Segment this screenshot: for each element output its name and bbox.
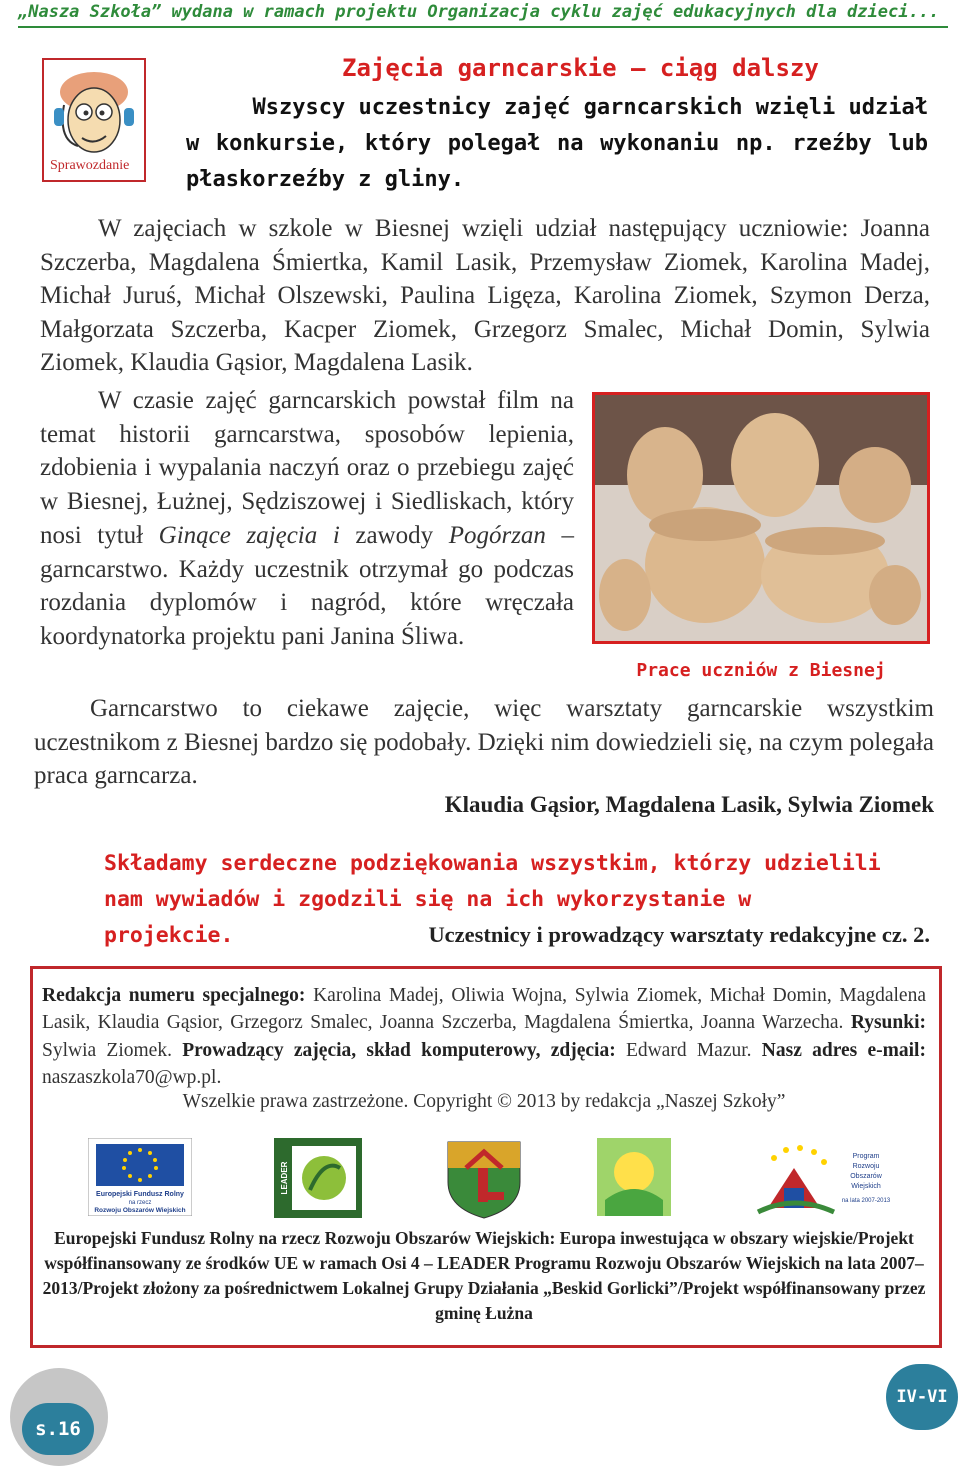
copyright-line: Wszelkie prawa zastrzeżone. Copyright © 2013 by redakcja „Naszej Szkoły” xyxy=(182,1091,786,1112)
running-header xyxy=(18,2,948,28)
drawings-label: Rysunki: xyxy=(850,1012,926,1034)
prow-text-4: Wiejskich xyxy=(851,1183,881,1190)
eu-logo-text-3: Rozwoju Obszarów Wiejskich xyxy=(94,1207,186,1214)
prow-text-1: Program xyxy=(852,1153,880,1160)
film-paragraph xyxy=(40,384,574,654)
funding-footer: Europejski Fundusz Rolny na rzecz Rozwoju Obszarów Wiejskich: Europa inwestująca w obszary wiejskie/Projekt współfinansowany ze środków UE w ramach Osi 4 – LEADER Programu Rozwoju Obszarów Wiejskich na lata 2007–2013/Projekt złożony za pośrednictwem Lokalnej Grupy Działania „Beskid Gorlicki”/Projekt współfinansowany przez gminę Łużna xyxy=(42,1228,926,1323)
editorial-names: Karolina Madej, Oliwia Wojna, Sylwia Ziomek, Michał Domin, Magdalena Lasik, Klaudia Gąsior, Grzegorz Smalec, Joanna Szczerba, Magdalena Śmiertka, Joanna Warzecha. xyxy=(42,985,926,1034)
film-text-a: W czasie zajęć garncarskich powstał film na temat historii garncarstwa, sposobów lepienia, zdobienia i wypalania naczyń oraz o przebiegu zajęć w Biesnej, Łużnej, Sędziszowej i Siedliskach, który nosi tytuł xyxy=(40,387,574,549)
lead-rest: w konkursie, który polegał na wykonaniu np. rzeźby lub płaskorzeźby z gliny. xyxy=(186,131,928,192)
editorial-credits xyxy=(42,982,926,1091)
eu-flag-icon xyxy=(88,1138,192,1216)
lead-line1: Wszyscy uczestnicy zajęć garncarskich wzięli udział xyxy=(252,95,928,120)
editorial-label: Redakcja numeru specjalnego: xyxy=(42,985,306,1006)
prow-logo-icon xyxy=(754,1138,904,1218)
article-authors: Klaudia Gąsior, Magdalena Lasik, Sylwia Ziomek xyxy=(444,792,934,817)
header-project-title: Organizacja cyklu zajęć edukacyjnych dla dzieci... xyxy=(427,2,940,22)
leader-logo-text: LEADER xyxy=(280,1161,289,1195)
email-label: Nasz adres e-mail: xyxy=(761,1039,926,1061)
thanks-signature: Uczestnicy i prowadzący warsztaty redakcyjne cz. 2. xyxy=(428,922,930,947)
prow-text-5: na lata 2007-2013 xyxy=(841,1198,891,1204)
pottery-photo xyxy=(592,392,930,644)
sponsor-logos xyxy=(42,1138,932,1220)
pottery-illustration xyxy=(595,395,927,641)
prow-text-3: Obszarów xyxy=(850,1173,882,1180)
header-text: „Nasza Szkoła” wydana w ramach projektu xyxy=(18,2,428,22)
lead-label: Prowadzący zajęcia, skład komputerowy, zdjęcia: xyxy=(182,1039,616,1061)
leader-logo-icon xyxy=(274,1138,362,1218)
drawings-names: Sylwia Ziomek. xyxy=(42,1039,183,1061)
eu-logo-text-2: na rzecz xyxy=(128,1200,152,1206)
photo-caption: Prace uczniów z Biesnej xyxy=(636,660,886,681)
page-number: s.16 xyxy=(22,1403,94,1455)
film-text-b: zawody xyxy=(339,521,449,549)
gmina-coat-of-arms-icon xyxy=(444,1138,524,1220)
report-label: Sprawozdanie xyxy=(50,158,130,173)
grade-badge: IV-VI xyxy=(886,1364,958,1430)
conclusion-paragraph: Garncarstwo to ciekawe zajęcie, więc warsztaty garncarskie wszystkim uczestnikom z Biesnej bardzo się podobały. Dzięki nim dowiedzieli się, na czym polegała praca garncarza. xyxy=(34,695,934,789)
thanks-note: Składamy serdeczne podziękowania wszystkim, którzy udzielili nam wywiadów i zgodzili się na ich wykorzystanie w projekcie. xyxy=(104,851,881,948)
prow-text-2: Rozwoju xyxy=(852,1163,880,1170)
article-title: Zajęcia garncarskie – ciąg dalszy xyxy=(342,54,819,82)
participants-paragraph: W zajęciach w szkole w Biesnej wzięli udział następujący uczniowie: Joanna Szczerba, Magdalena Śmiertka, Kamil Lasik, Przemysław Ziomek, Karolina Madej, Michał Juruś, Michał Olszewski, Paulina Ligęza, Karolina Ziomek, Szymon Derza, Małgorzata Szczerba, Kacper Ziomek, Grzegorz Smalec, Michał Domin, Sylwia Ziomek, Klaudia Gąsior, Magdalena Lasik. xyxy=(40,215,930,376)
email-address[interactable]: naszaszkola70@wp.pl. xyxy=(42,1066,222,1088)
article-lead xyxy=(186,90,928,198)
film-text-c: – garncarstwo. Każdy uczestnik otrzymał go podczas rozdania dyplomów i nagród, które wręczała koordynatorka projektu pani Janina Śliwa. xyxy=(40,521,574,650)
lgd-sun-logo-icon xyxy=(597,1138,671,1216)
report-logo xyxy=(42,58,146,182)
film-title-part1: Ginące zajęcia i xyxy=(158,521,340,549)
eu-logo-text-1: Europejski Fundusz Rolny xyxy=(96,1191,184,1198)
film-title-part2: Pogórzan xyxy=(448,521,546,549)
lead-names: Edward Mazur. xyxy=(615,1039,762,1061)
